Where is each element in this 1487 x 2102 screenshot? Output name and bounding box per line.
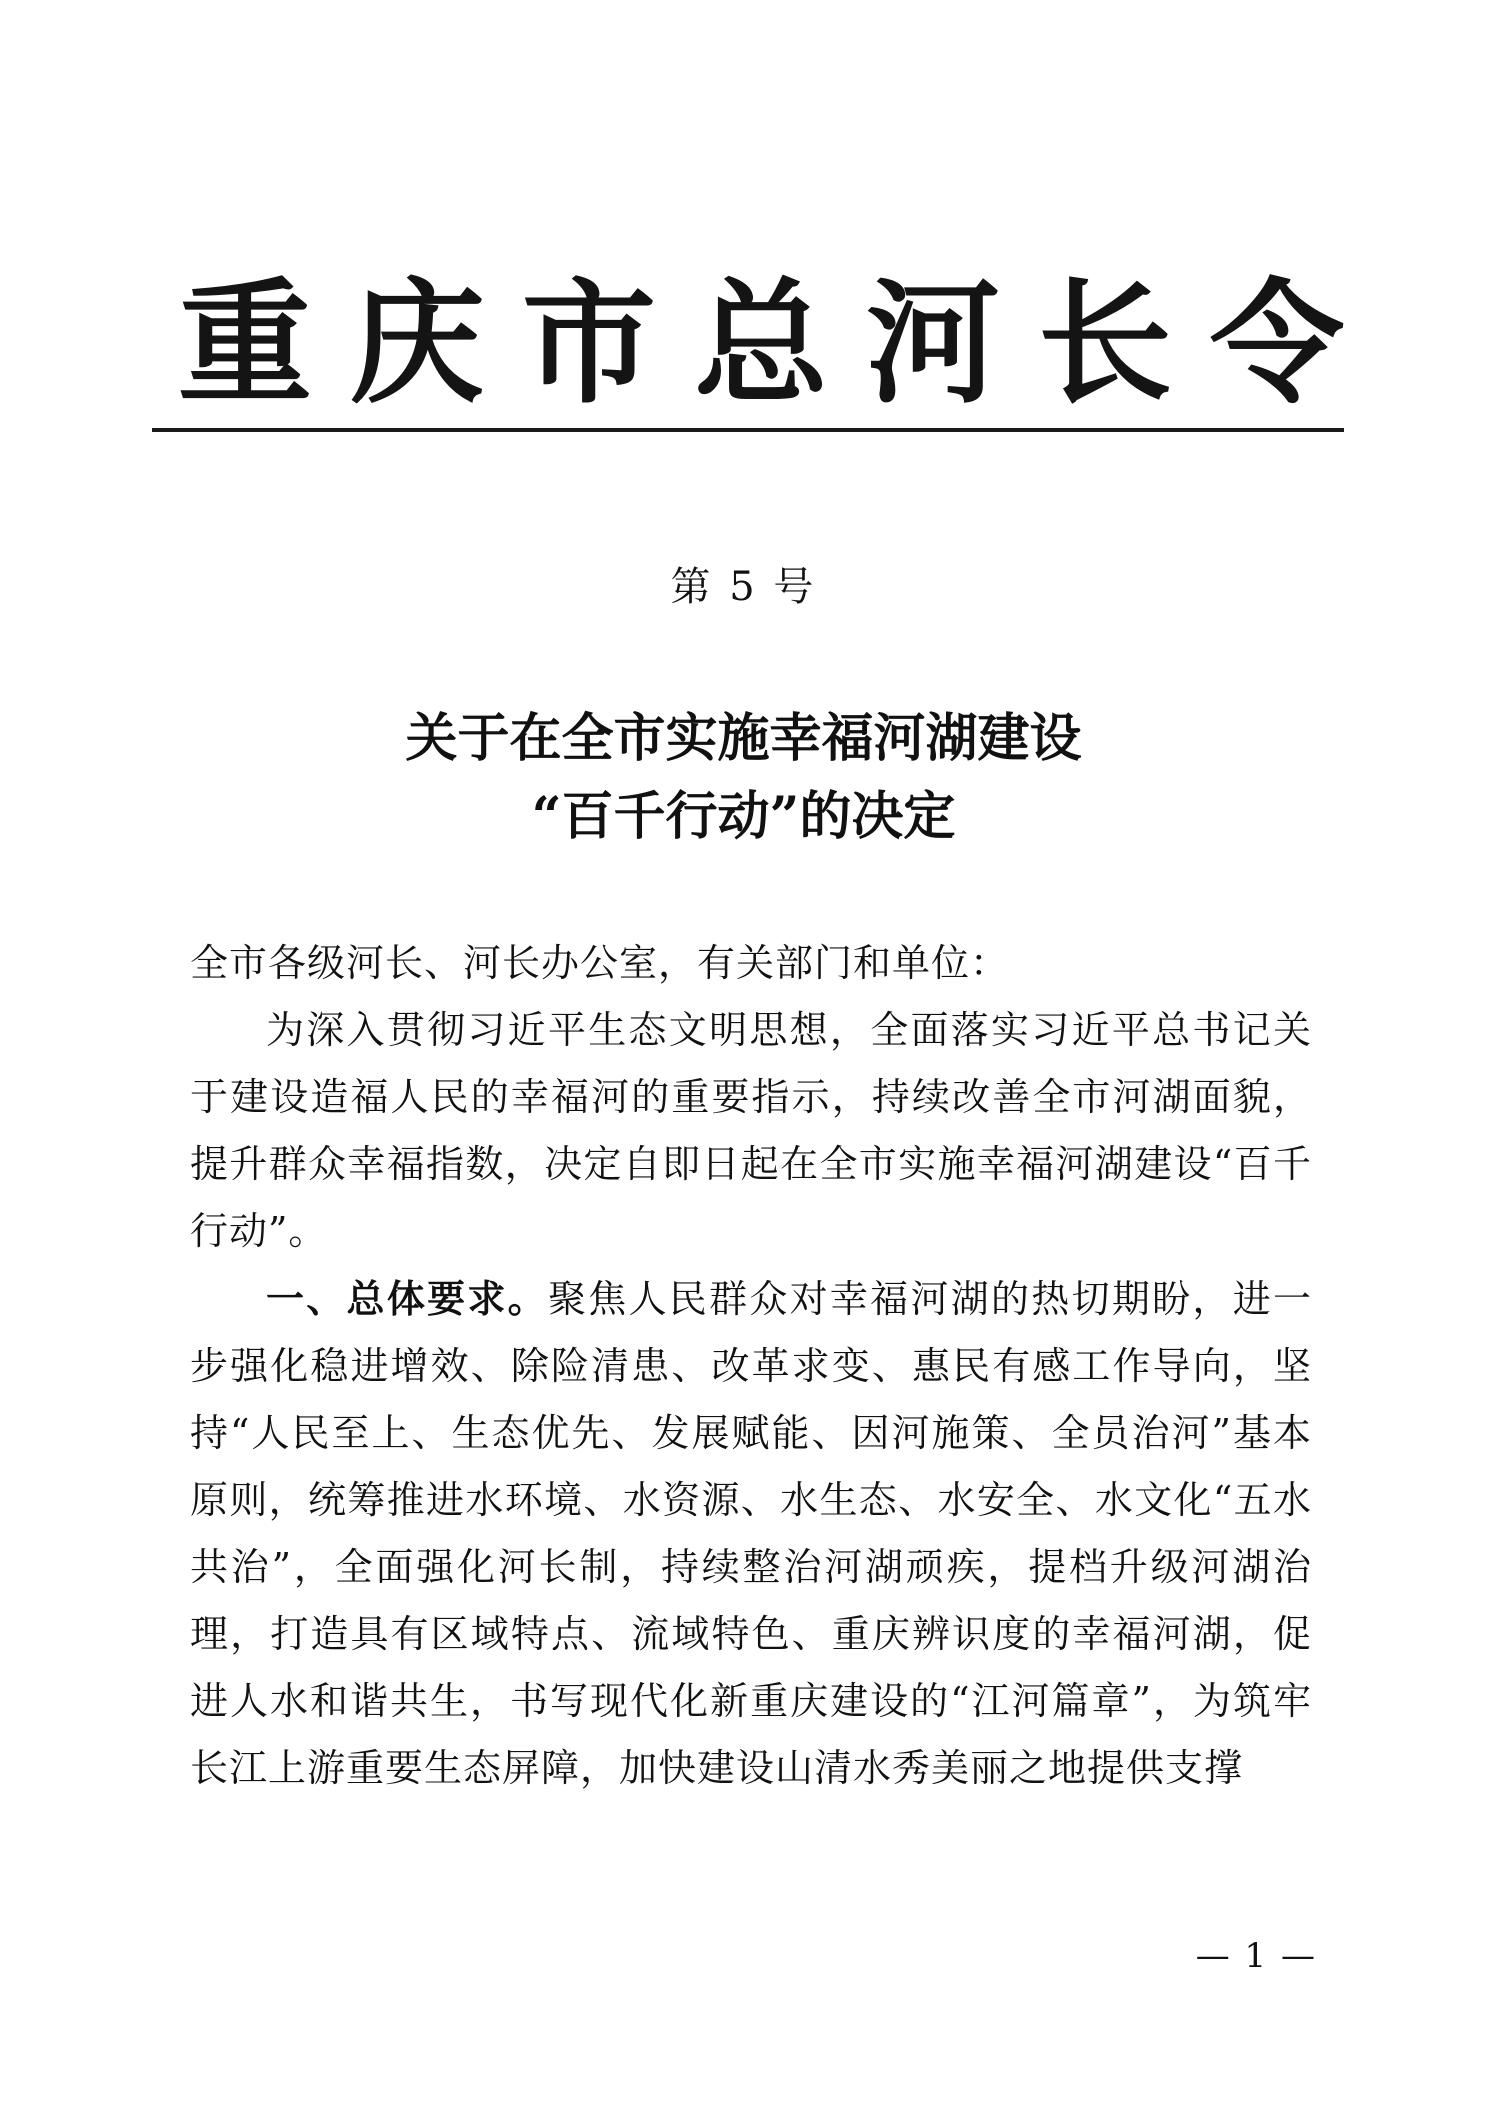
masthead-rule xyxy=(152,428,1344,432)
paragraph-intro: 为深入贯彻习近平生态文明思想，全面落实习近平总书记关于建设造福人民的幸福河的重要指示，持续改善全市河湖面貌，提升群众幸福指数，决定自即日起在全市实施幸福河湖建设“百千行动”。 xyxy=(190,1008,1312,1253)
title-line-2: “百千行动”的决定 xyxy=(531,786,956,847)
document-body xyxy=(190,930,1312,1802)
section-1-text: 聚焦人民群众对幸福河湖的热切期盼，进一步强化稳进增效、除险清患、改革求变、惠民有感工作导向，坚持“人民至上、生态优先、发展赋能、因河施策、全员治河”基本原则，统筹推进水环境、水资源、水生态、水安全、水文化“五水共治”，全面强化河长制，持续整治河湖顽疾，提档升级河湖治理，打造具有区域特点、流域特色、重庆辨识度的幸福河湖，促进人水和谐共生，书写现代化新重庆建设的“江河篇章”，为筑牢长江上游重要生态屏障，加快建设山清水秀美丽之地提供支撑 xyxy=(190,1277,1312,1790)
section-1-heading: 一、总体要求。 xyxy=(266,1276,548,1321)
salutation: 全市各级河长、河长办公室，有关部门和单位： xyxy=(190,941,1010,985)
paragraph-section-1 xyxy=(190,1265,1312,1802)
document-title xyxy=(0,700,1487,856)
title-line-1: 关于在全市实施幸福河湖建设 xyxy=(405,708,1082,769)
document-number: 第 5 号 xyxy=(670,564,817,610)
page-number: — 1 — xyxy=(1195,1936,1317,1976)
masthead-title: 重庆市总河长令 xyxy=(178,264,1383,422)
